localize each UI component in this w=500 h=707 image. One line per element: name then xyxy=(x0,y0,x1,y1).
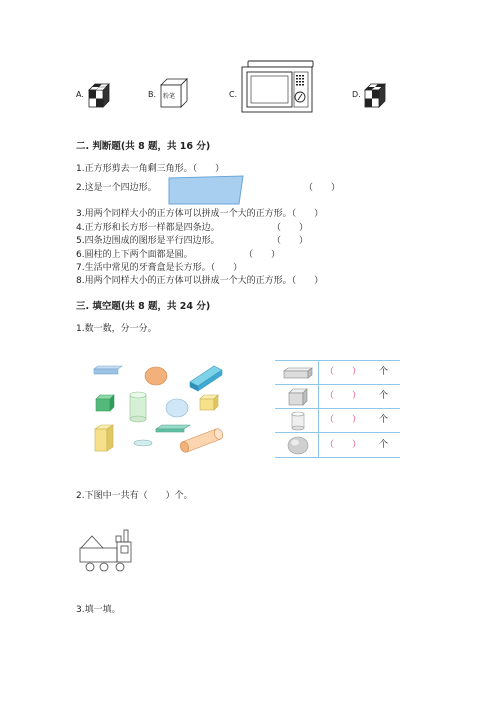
question-5 xyxy=(76,235,220,247)
shapes-collection-figure xyxy=(90,362,240,457)
question-3 xyxy=(76,208,323,220)
question-1: 1.数一数，分一分。 xyxy=(76,324,157,334)
cuboid-icon xyxy=(283,367,313,379)
option-c-label: C. xyxy=(229,90,238,99)
question-2 xyxy=(76,182,157,194)
count-paren[interactable]: （ ） xyxy=(325,391,362,401)
cube-icon xyxy=(288,388,308,406)
question-6 xyxy=(76,249,193,261)
unit-label: 个 xyxy=(379,440,389,450)
answer-paren[interactable]: （ ） xyxy=(244,250,281,260)
question-text: 8.用两个同样大小的正方体可以拼成一个大的正方形。 xyxy=(76,276,292,286)
answer-paren[interactable]: （ ） xyxy=(272,223,309,233)
chalk-box-label: 粉笔 xyxy=(163,93,176,100)
question-8 xyxy=(76,275,323,287)
question-2: 2.下图中一共有（ ）个。 xyxy=(76,491,193,501)
question-text: 3.用两个同样大小的正方体可以拼成一个大的正方形。 xyxy=(76,209,292,219)
question-3: 3.填一填。 xyxy=(76,605,121,615)
cube-checkered-icon xyxy=(87,83,111,109)
unit-label: 个 xyxy=(379,367,389,377)
count-paren[interactable]: （ ） xyxy=(325,440,362,450)
option-d-label: D. xyxy=(352,90,361,99)
question-4 xyxy=(76,222,220,234)
cube-checkered-icon xyxy=(363,83,387,109)
train-figure xyxy=(78,528,134,576)
question-1 xyxy=(76,163,224,175)
question-text: 6.圆柱的上下两个面都是圆。 xyxy=(76,250,193,260)
section-title: 二. 判断题(共 8 题，共 16 分) xyxy=(76,141,211,152)
quadrilateral-figure xyxy=(168,175,244,205)
question-7 xyxy=(76,262,242,274)
microwave-icon xyxy=(241,60,316,114)
chalk-box-icon xyxy=(160,78,188,108)
unit-label: 个 xyxy=(379,415,389,425)
cylinder-icon xyxy=(291,411,305,431)
classification-table xyxy=(275,360,400,458)
answer-paren[interactable]: （ ） xyxy=(192,164,225,174)
option-a-label: A. xyxy=(76,90,84,99)
question-text: 2.这是一个四边形。 xyxy=(76,183,157,193)
answer-paren[interactable]: （ ） xyxy=(304,183,341,193)
sphere-icon xyxy=(287,436,309,455)
count-paren[interactable]: （ ） xyxy=(325,367,362,377)
answer-paren[interactable]: （ ） xyxy=(210,263,243,273)
unit-label: 个 xyxy=(379,391,389,401)
question-text: 7.生活中常见的牙膏盒是长方形。 xyxy=(76,263,211,273)
question-text: 4.正方形和长方形一样都是四条边。 xyxy=(76,223,220,233)
question-text: 1.正方形剪去一角剩三角形。 xyxy=(76,164,193,174)
answer-paren[interactable]: （ ） xyxy=(291,276,324,286)
question-text: 5.四条边围成的图形是平行四边形。 xyxy=(76,236,220,246)
count-paren[interactable]: （ ） xyxy=(325,415,362,425)
option-b-label: B. xyxy=(148,90,157,99)
answer-paren[interactable]: （ ） xyxy=(291,209,324,219)
answer-paren[interactable]: （ ） xyxy=(272,236,309,246)
section-title: 三. 填空题(共 8 题，共 24 分) xyxy=(76,301,211,312)
